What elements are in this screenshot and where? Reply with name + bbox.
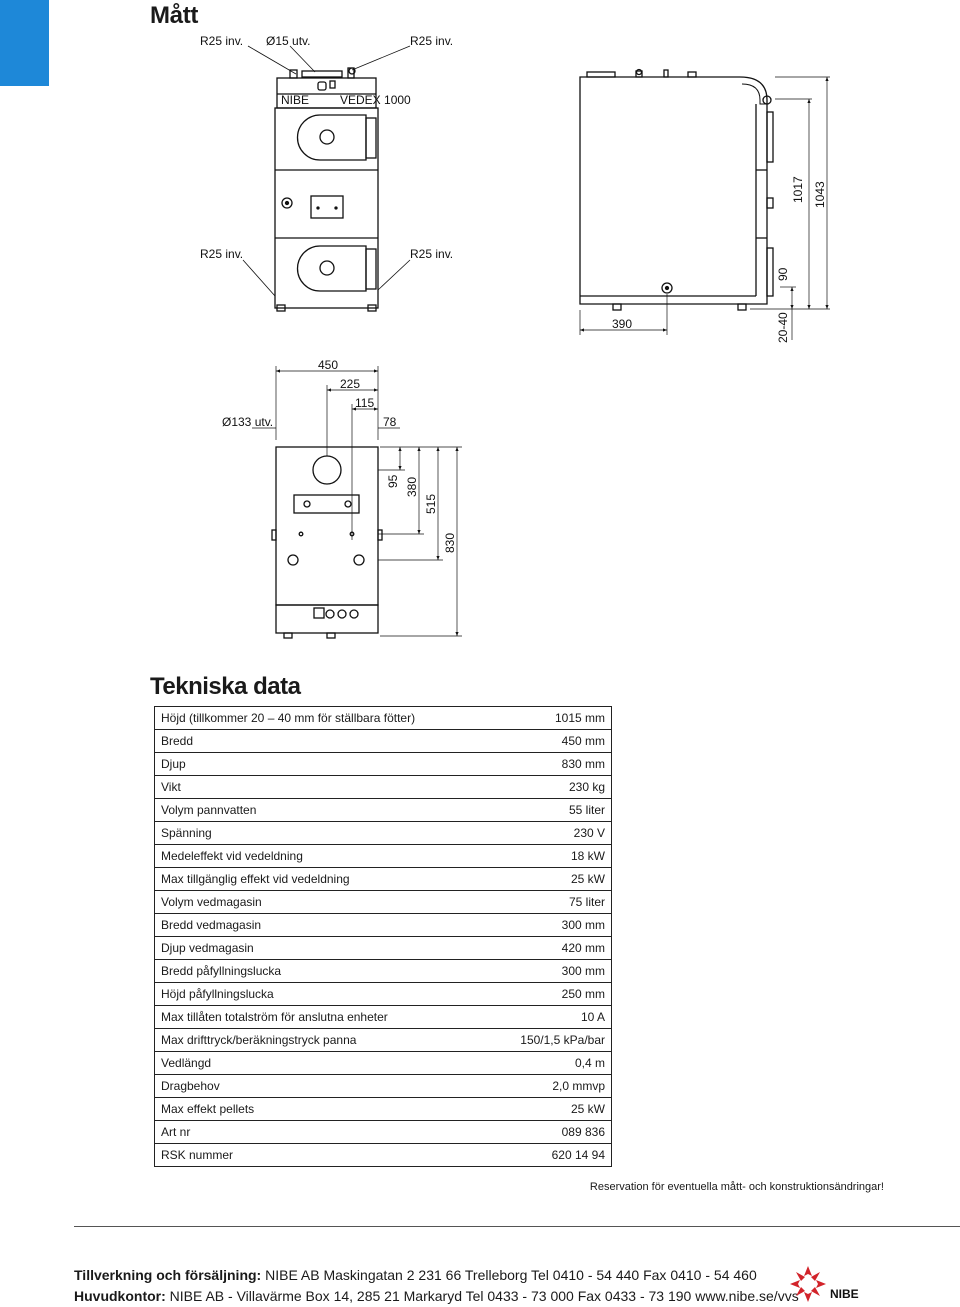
spec-label: Bredd påfyllningslucka (155, 960, 490, 983)
spec-value: 830 mm (489, 753, 611, 776)
spec-label: Bredd (155, 730, 490, 753)
spec-row (155, 983, 612, 1006)
spec-value: 230 V (489, 822, 611, 845)
spec-row (155, 891, 612, 914)
spec-row (155, 799, 612, 822)
footer-line-2-text: NIBE AB - Villavärme Box 14, 285 21 Markaryd Tel 0433 - 73 000 Fax 0433 - 73 190 www.nibe.se/vvs (169, 1288, 799, 1304)
spec-label: RSK nummer (161, 1148, 234, 1162)
footer-line-1-label: Tillverkning och försäljning: (74, 1267, 262, 1283)
spec-label: Vikt (155, 776, 490, 799)
label-r25-bottom-left: R25 inv. (200, 247, 244, 261)
spec-value: 55 liter (489, 799, 611, 822)
label-d380: 380 (405, 476, 419, 497)
section-title: Tekniska data (150, 673, 301, 700)
spec-label: Medeleffekt vid vedeldning (155, 845, 490, 868)
label-d2040: 20-40 (776, 312, 790, 343)
label-d1043: 1043 (813, 181, 827, 208)
label-r25-top-left: R25 inv. (200, 34, 244, 48)
svg-text:NIBE: NIBE (281, 93, 310, 107)
spec-row (155, 822, 612, 845)
spec-value: 300 mm (489, 960, 611, 983)
spec-row (155, 937, 612, 960)
label-d830: 830 (443, 532, 457, 553)
spec-value: 10 A (489, 1006, 611, 1029)
spec-value: 0,4 m (489, 1052, 611, 1075)
spec-value: 450 mm (489, 730, 611, 753)
spec-row (155, 776, 612, 799)
spec-row (155, 1098, 612, 1121)
spec-value: 1015 mm (489, 707, 611, 730)
spec-label: Djup vedmagasin (155, 937, 490, 960)
label-d390: 390 (612, 317, 633, 331)
spec-value: 2,0 mmvp (489, 1075, 611, 1098)
footer-line-1 (74, 1267, 757, 1283)
spec-row (155, 1144, 612, 1167)
spec-value: 25 kW (489, 1098, 611, 1121)
spec-label: Dragbehov (155, 1075, 490, 1098)
spec-value: 300 mm (489, 914, 611, 937)
label-d133: Ø133 utv. (222, 415, 274, 429)
svg-text:VEDEX 1000: VEDEX 1000 (340, 93, 411, 107)
spec-label: Max tillgänglig effekt vid vedeldning (155, 868, 490, 891)
spec-label: Vedlängd (155, 1052, 490, 1075)
label-d15: Ø15 utv. (266, 34, 311, 48)
label-d95: 95 (386, 474, 400, 488)
spec-label: Volym vedmagasin (155, 891, 490, 914)
page-title: Mått (150, 2, 199, 29)
spec-row (155, 753, 612, 776)
footer-line-2-label: Huvudkontor: (74, 1288, 166, 1304)
spec-label: Art nr (155, 1121, 490, 1144)
spec-row (155, 868, 612, 891)
label-d225: 225 (340, 377, 361, 391)
side-view-drawing (580, 70, 830, 341)
spec-label: Volym pannvatten (155, 799, 490, 822)
spec-value: 150/1,5 kPa/bar (489, 1029, 611, 1052)
spec-value: 230 kg (489, 776, 611, 799)
label-d1017: 1017 (791, 176, 805, 203)
spec-row (155, 707, 612, 730)
front-view-drawing (243, 46, 411, 311)
label-d115: 115 (355, 396, 375, 410)
spec-row (155, 1052, 612, 1075)
spec-table (154, 706, 612, 1167)
spec-value: 620 14 94 (551, 1148, 605, 1162)
nibe-logo (788, 1264, 960, 1304)
label-r25-bottom-right: R25 inv. (410, 247, 454, 261)
spec-value: 25 kW (489, 868, 611, 891)
spec-label: Höjd (tillkommer 20 – 40 mm för ställbara fötter) (155, 707, 490, 730)
label-d78: 78 (383, 415, 397, 429)
spec-row (155, 1029, 612, 1052)
label-d450: 450 (318, 358, 339, 372)
label-r25-top-right: R25 inv. (410, 34, 454, 48)
svg-text:NIBE: NIBE (830, 1287, 859, 1301)
spec-value: 18 kW (489, 845, 611, 868)
spec-value: 75 liter (489, 891, 611, 914)
spec-label: Bredd vedmagasin (155, 914, 490, 937)
spec-label: Max tillåten totalström för anslutna enheter (155, 1006, 490, 1029)
spec-label: Höjd påfyllningslucka (155, 983, 490, 1006)
spec-row (155, 1121, 612, 1144)
label-d90: 90 (776, 267, 790, 281)
reservation-note: Reservation för eventuella mått- och konstruktionsändringar! (589, 1181, 884, 1193)
footer-line-1-text: NIBE AB Maskingatan 2 231 66 Trelleborg Tel 0410 - 54 440 Fax 0410 - 54 460 (265, 1267, 757, 1283)
spec-label: Max effekt pellets (155, 1098, 490, 1121)
spec-row (155, 730, 612, 753)
spec-label: Spänning (155, 822, 490, 845)
spec-row (155, 1006, 612, 1029)
label-d515: 515 (424, 493, 438, 514)
spec-value: 420 mm (489, 937, 611, 960)
footer-divider (74, 1226, 960, 1227)
spec-row (155, 845, 612, 868)
spec-row (155, 1075, 612, 1098)
spec-value: 089 836 (489, 1121, 611, 1144)
footer-line-2 (74, 1288, 799, 1304)
spec-value: 250 mm (489, 983, 611, 1006)
spec-row (155, 960, 612, 983)
spec-label: Max drifttryck/beräkningstryck panna (155, 1029, 490, 1052)
spec-label: Djup (155, 753, 490, 776)
spec-row (155, 914, 612, 937)
